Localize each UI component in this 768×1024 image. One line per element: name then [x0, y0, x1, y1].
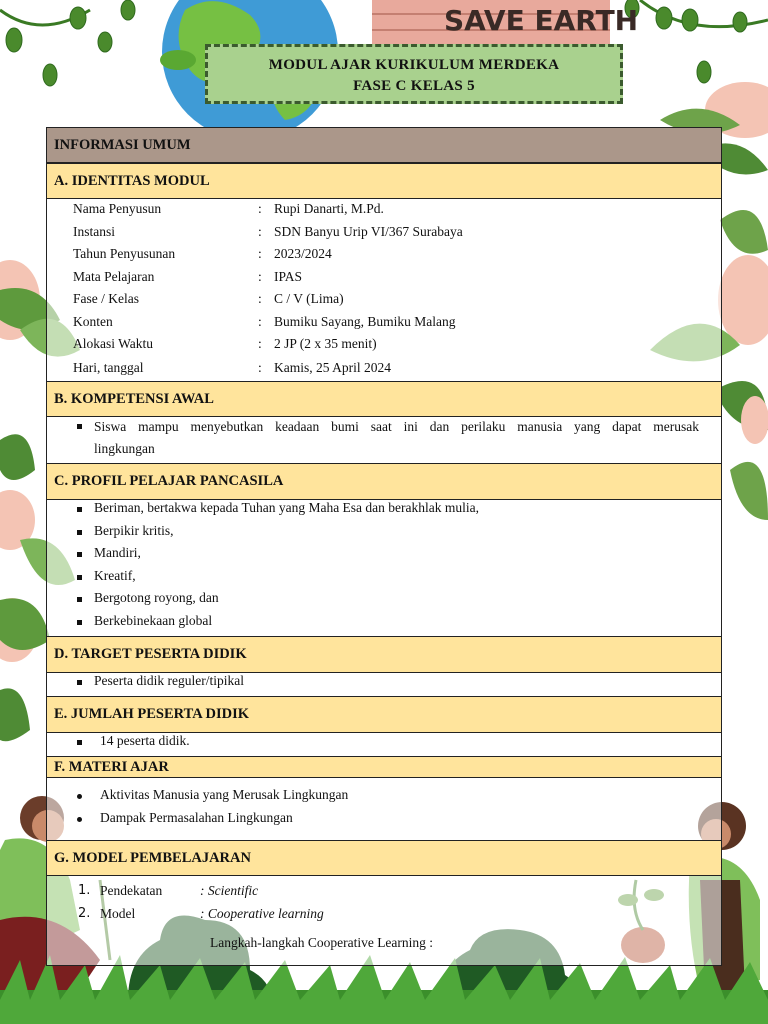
kompetensi-text-line2: lingkungan	[94, 441, 155, 456]
identitas-label: Mata Pelajaran	[73, 269, 155, 284]
profil-item: Mandiri,	[94, 545, 141, 560]
model-label: Pendekatan	[100, 883, 163, 898]
section-header-jumlah-peserta: E. JUMLAH PESERTA DIDIK	[46, 696, 722, 733]
model-value: : Cooperative learning	[200, 906, 324, 921]
bullet-square	[77, 597, 82, 602]
identitas-label: Nama Penyusun	[73, 201, 162, 216]
identitas-value: C / V (Lima)	[274, 291, 344, 306]
identitas-colon: :	[258, 201, 262, 216]
model-number: 1.	[78, 883, 91, 898]
identitas-value: Kamis, 25 April 2024	[274, 360, 391, 375]
identitas-value: SDN Banyu Urip VI/367 Surabaya	[274, 224, 463, 239]
profil-item: Berkebinekaan global	[94, 613, 213, 628]
bullet-square	[77, 620, 82, 625]
identitas-value: Rupi Danarti, M.Pd.	[274, 201, 384, 216]
identitas-value: IPAS	[274, 269, 303, 284]
profil-item: Berpikir kritis,	[94, 523, 174, 538]
profil-item: Beriman, bertakwa kepada Tuhan yang Maha Esa dan berakhlak mulia,	[94, 500, 480, 515]
identitas-label: Fase / Kelas	[73, 291, 139, 306]
profil-item: Kreatif,	[94, 568, 136, 583]
kompetensi-text-line1: Siswa mampu menyebutkan keadaan bumi saat ini dan perilaku manusia yang dapat merusak	[94, 419, 699, 434]
model-number: 2.	[78, 906, 91, 921]
identitas-label: Alokasi Waktu	[73, 336, 154, 351]
identitas-label: Konten	[73, 314, 113, 329]
bullet-square	[77, 424, 82, 429]
document-title-box	[205, 44, 623, 104]
jumlah-text: 14 peserta didik.	[100, 733, 190, 748]
document-title-line2: FASE C KELAS 5	[353, 78, 475, 94]
identitas-colon: :	[258, 336, 262, 351]
materi-item: Dampak Permasalahan Lingkungan	[100, 810, 293, 825]
bullet-dot	[77, 817, 82, 822]
model-value: : Scientific	[200, 883, 259, 898]
identitas-colon: :	[258, 360, 262, 375]
section-header-identitas-modul: A. IDENTITAS MODUL	[46, 163, 722, 199]
identitas-colon: :	[258, 314, 262, 329]
bullet-square	[77, 507, 82, 512]
section-header-model-pembelajaran: G. MODEL PEMBELAJARAN	[46, 840, 722, 876]
bullet-square	[77, 575, 82, 580]
target-text: Peserta didik reguler/tipikal	[94, 673, 244, 688]
identitas-value: 2 JP (2 x 35 menit)	[274, 336, 377, 351]
identitas-colon: :	[258, 269, 262, 284]
model-label: Model	[100, 906, 136, 921]
document-title-line1: MODUL AJAR KURIKULUM MERDEKA	[268, 57, 560, 73]
section-header-target-peserta: D. TARGET PESERTA DIDIK	[46, 636, 722, 673]
bullet-square	[77, 530, 82, 535]
langkah-heading: Langkah-langkah Cooperative Learning :	[210, 935, 434, 950]
save-earth-sign	[372, 0, 638, 44]
vine-top-left	[0, 0, 135, 86]
materi-item: Aktivitas Manusia yang Merusak Lingkungan	[100, 787, 349, 802]
bullet-square	[77, 552, 82, 557]
identitas-colon: :	[258, 291, 262, 306]
identitas-value: 2023/2024	[274, 246, 332, 261]
section-header-kompetensi-awal: B. KOMPETENSI AWAL	[46, 381, 722, 417]
profil-item: Bergotong royong, dan	[94, 590, 219, 605]
identitas-label: Instansi	[73, 224, 115, 239]
sign-text: SAVE EARTH	[444, 4, 639, 37]
identitas-colon: :	[258, 246, 262, 261]
section-header-profil-pelajar: C. PROFIL PELAJAR PANCASILA	[46, 463, 722, 500]
bullet-dot	[77, 794, 82, 799]
bullet-square	[77, 680, 82, 685]
identitas-colon: :	[258, 224, 262, 239]
identitas-value: Bumiku Sayang, Bumiku Malang	[274, 314, 456, 329]
section-header-materi-ajar: F. MATERI AJAR	[46, 756, 722, 778]
identitas-label: Hari, tanggal	[73, 360, 144, 375]
bullet-square	[77, 740, 82, 745]
vine-top-right	[625, 0, 768, 83]
identitas-label: Tahun Penyusunan	[73, 246, 176, 261]
section-header-informasi-umum: INFORMASI UMUM	[46, 127, 722, 163]
